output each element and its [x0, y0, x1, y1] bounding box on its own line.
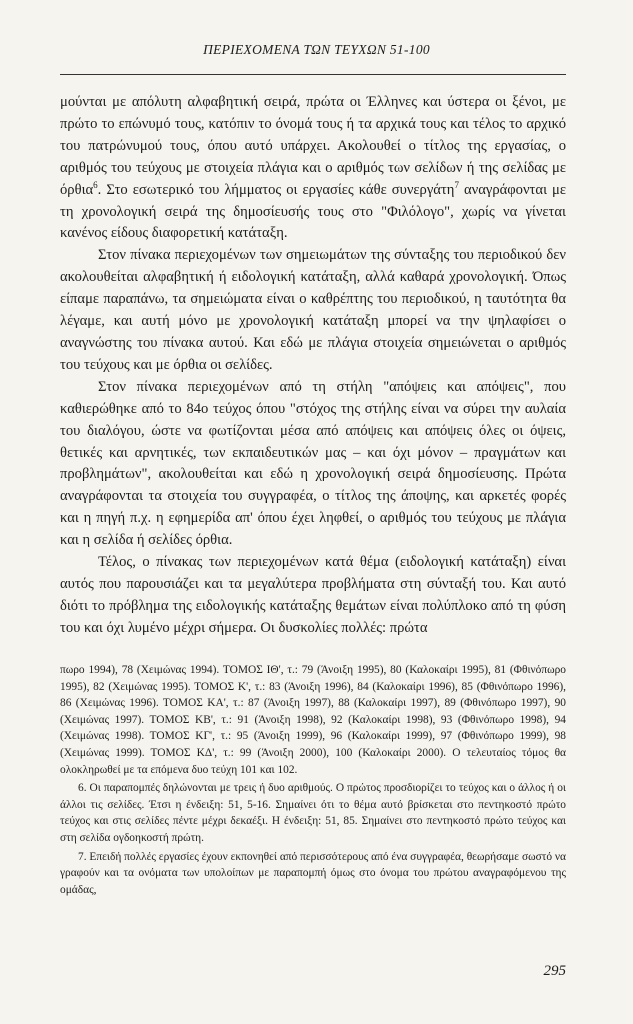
footnote-ref-7: 7 [454, 179, 459, 190]
body-text [60, 92, 566, 640]
paragraph-2: Στον πίνακα περιεχομένων των σημειωμάτων της σύνταξης του περιοδικού δεν ακολουθείται αλφαβητική ή ειδολογική κατάταξη, αλλά καθαρά χρονολογική. Όπως είπαμε παραπάνω, τα σημειώματα είναι ο καθρέπτης του περιοδικού, η ταυτότητα θα λέγαμε, και αυτή μόνο με χρονολογική κατάταξη μπορεί να την ψηλαφίσει ο αναγνώστης του πίνακα αυτού. Και εδώ με πλάγια στοιχεία σημειώνεται ο αριθμός του τεύχους και με όρθια οι σελίδες. [60, 247, 566, 373]
footnote-continuation: πωρο 1994), 78 (Χειμώνας 1994). ΤΟΜΟΣ ΙΘ', τ.: 79 (Άνοιξη 1995), 80 (Καλοκαίρι 1995), 81 (Φθινόπωρο 1995), 82 (Χειμώνας 1995). ΤΟΜΟΣ Κ', τ.: 83 (Άνοιξη 1996), 84 (Καλοκαίρι 1996), 85 (Φθινόπωρο 1996), 86 (Χειμώνας 1996). ΤΟΜΟΣ ΚΑ', τ.: 87 (Άνοιξη 1997), 88 (Καλοκαίρι 1997), 89 (Φθινόπωρο 1997), 90 (Χειμώνας 1997). ΤΟΜΟΣ ΚΒ', τ.: 91 (Άνοιξη 1998), 92 (Καλοκαίρι 1998), 93 (Φθινόπωρο 1998), 94 (Χειμώνας 1998). ΤΟΜΟΣ ΚΓ', τ.: 95 (Άνοιξη 1999), 96 (Καλοκαίρι 1999), 97 (Φθινόπωρο 1999), 98 (Χειμώνας 1999). ΤΟΜΟΣ ΚΔ', τ.: 99 (Άνοιξη 2000), 100 (Καλοκαίρι 2000). Ο τελευταίος τόμος θα ολοκληρωθεί με τα επόμενα δυο τεύχη 101 και 102. [60, 664, 566, 776]
header-rule [60, 74, 566, 75]
page-number: 295 [543, 963, 566, 979]
footnote-ref-6: 6 [93, 179, 98, 190]
paragraph-1-part-b: . Στο εσωτερικό του λήμματος οι εργασίες κάθε συνεργάτη [97, 181, 455, 198]
paragraph-4: Τέλος, ο πίνακας των περιεχομένων κατά θέμα (ειδολογική κατάταξη) είναι αυτός που παρουσιάζει και τα μεγαλύτερα προβλήματα στη σύνταξή του. Και αυτό διότι το πρόβλημα της ειδολογικής κατάταξης θεμάτων είναι πολύπλοκο από τη φύση του και όχι λυμένο μέχρι σήμερα. Οι δυσκολίες πολλές: πρώτα [60, 554, 566, 636]
running-head: ΠΕΡΙΕΧΟΜΕΝΑ ΤΩΝ ΤΕΥΧΩΝ 51-100 [203, 42, 430, 57]
paragraph-1 [60, 92, 566, 245]
paragraph-1-part-c: αναγράφονται με τη χρονολογική σειρά της δημοσίευσής τους στο "Φιλόλογο", χωρίς να γίνεται κανένος είδους διαφορετική κατάταξη. [60, 181, 566, 242]
paragraph-1-part-a: μούνται με απόλυτη αλφαβητική σειρά, πρώτα οι Έλληνες και ύστερα οι ξένοι, με πρώτο το επώνυμό τους, κατόπιν το όνομά τους ή τα αρχικά τους και τέλος το αρχικό του πατρώνυμού τους, όπου αυτό υπάρχει. Ακολουθεί ο τίτλος της εργασίας, ο αριθμός του τεύχους με στοιχεία πλάγια και ο αριθμός των σελίδων ή της σελίδας με όρθια [60, 94, 566, 198]
paragraph-3: Στον πίνακα περιεχομένων από τη στήλη "απόψεις και απόψεις", που καθιερώθηκε από το 84ο τεύχος όπου "στόχος της στήλης είναι να σύρει την αυλαία του διαλόγου, ώστε να φωτίζονται μέσα από απόψεις και απόψεις όλες οι όψεις, θετικές και αρνητικές, των εκπαιδευτικών μας – και όχι μόνον – πραγμάτων και προβλημάτων", ακολουθείται και εδώ η χρονολογική σειρά δημοσίευσης. Πρώτα αναγράφονται τα στοιχεία του συγγραφέα, ο τίτλος της άποψης, και αρκετές φορές και η πηγή π.χ. η εφημερίδα απ' όπου έχει ληφθεί, ο αριθμός του τεύχους με πλάγια και η σελίδα ή σελίδες όρθια. [60, 378, 566, 549]
footnote-6: 6. Οι παραπομπές δηλώνονται με τρεις ή δυο αριθμούς. Ο πρώτος προσδιορίζει το τεύχος και ο άλλος ή οι άλλοι τις σελίδες. Έτσι η ένδειξη: 51, 5-16. Σημαίνει ότι το θέμα αυτό βρίσκεται στο πεντηκοστό πρώτο τεύχος και στις σελίδες πέντε μέχρι δεκαέξι. Η ένδειξη: 51, 85. Σημαίνει στο πεντηκοστό πρώτο τεύχος και στη σελίδα ογδοηκοστή πρώτη. [60, 782, 566, 844]
footnotes [60, 662, 566, 900]
footnote-7: 7. Επειδή πολλές εργασίες έχουν εκπονηθεί από περισσότερους από ένα συγγραφέα, θεωρήσαμε σωστό να γραφούν και τα ονόματα των υπολοίπων με παραπομπή όμως στο όνομα του πρώτου αναγραφόμενου της ομάδας, [60, 850, 566, 896]
